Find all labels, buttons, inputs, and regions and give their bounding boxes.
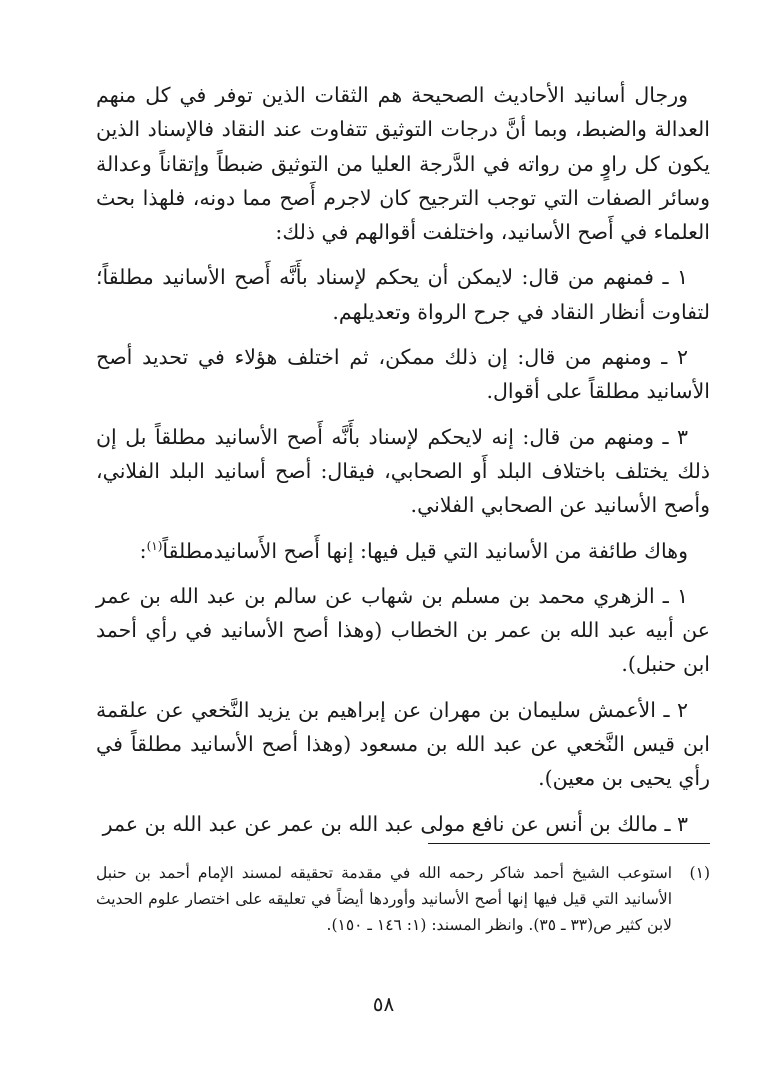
paragraph-intro: ورجال أسانيد الأحاديث الصحيحة هم الثقات الذين توفر في كل منهم العدالة والضبط، وبما أنَّ درجات التوثيق تتفاوت عند النقاد فالإسناد الذين يكون كل راوٍ من رواته في الدَّرجة العليا من التوثيق ضبطاً وإتقاناً وعدالة وسائر الصفات التي توجب الترجيح كان لاجرم أَصح مما دونه، فلهذا بحث العلماء في أَصح الأسانيد، واختلفت أقوالهم في ذلك: <box>96 83 710 245</box>
footnote-text: استوعب الشيخ أحمد شاكر رحمه الله في مقدمة تحقيقه لمسند الإمام أحمد بن حنبل الأسانيد التي قيل فيها إنها أصح الأسانيد وأوردها أيضاً في تعليقه على اختصار علوم الحديث لابن كثير ص(٣٣ ـ ٣٥). وانظر المسند: (١: ١٤٦ ـ ١٥٠). <box>96 864 672 934</box>
list-item-malik: ٣ ـ مالك بن أنس عن نافع مولى عبد الله بن عمر عن عبد الله بن عمر <box>102 811 688 836</box>
paragraph-opinion-3: ٣ ـ ومنهم من قال: إنه لايحكم لإسناد بأَنَّه أَصح الأسانيد مطلقاً بل إن ذلك يختلف باختلاف البلد أَو الصحابي، فيقال: أصح أسانيد البلد الفلاني، وأصح الأسانيد عن الصحابي الفلاني. <box>96 424 710 518</box>
footnote-number: (١) <box>689 864 710 882</box>
paragraph-opinion-2: ٢ ـ ومنهم من قال: إن ذلك ممكن، ثم اختلف هؤلاء في تحديد أصح الأسانيد مطلقاً على أقوال. <box>96 345 710 404</box>
footnote <box>96 860 710 938</box>
list-intro <box>96 534 710 568</box>
list-intro-colon: : <box>139 538 147 563</box>
list-item-amash: ٢ ـ الأعمش سليمان بن مهران عن إبراهيم بن يزيد النَّخعي عن علقمة ابن قيس النَّخعي عن عبد الله بن مسعود (وهذا أصح الأسانيد مطلقاً في رأي يحيى بن معين). <box>96 697 710 791</box>
page-number: ٥٨ <box>372 992 395 1016</box>
main-text <box>96 78 710 852</box>
footnote-reference[interactable]: (١) <box>146 538 163 553</box>
list-intro-text: وهاك طائفة من الأسانيد التي قيل فيها: إنها أَصح الأَسانيدمطلقاً <box>162 538 688 563</box>
list-item-zuhri: ١ ـ الزهري محمد بن مسلم بن شهاب عن سالم بن عبد الله بن عمر عن أبيه عبد الله بن عمر بن الخطاب (وهذا أصح الأسانيد في رأي أحمد ابن حنبل). <box>96 583 710 677</box>
paragraph-opinion-1: ١ ـ فمنهم من قال: لايمكن أن يحكم لإسناد بأَنَّه أَصح الأسانيد مطلقاً؛ لتفاوت أنظار النقاد في جرح الرواة وتعديلهم. <box>96 265 710 324</box>
footnote-separator <box>428 843 710 844</box>
